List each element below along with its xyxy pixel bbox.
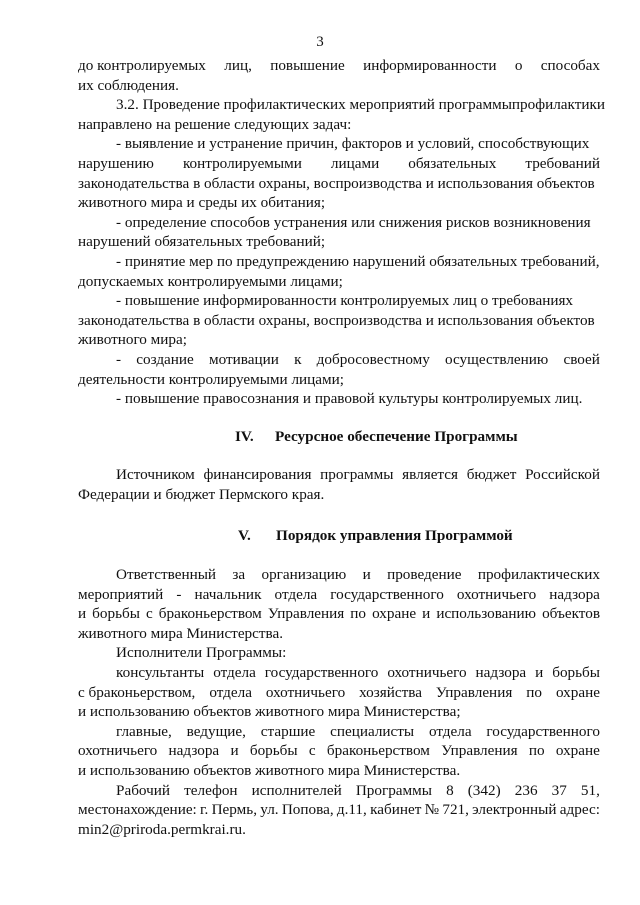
text-line: Федерации и бюджет Пермского края.: [78, 485, 325, 503]
word: организацию: [261, 566, 347, 583]
text-line: Исполнители Программы:: [116, 644, 287, 662]
word: 721,: [442, 801, 469, 819]
text-line: [78, 781, 600, 801]
text-line: - выявление и устранение причин, факторов и условий, способствующих: [116, 135, 590, 153]
word: добросовестному: [316, 350, 430, 368]
resources-section: [78, 465, 600, 504]
text-line: [78, 585, 600, 605]
text-line: [78, 565, 600, 585]
word: и: [362, 566, 371, 583]
word: Попова,: [281, 801, 334, 819]
word: надзора: [549, 585, 600, 603]
word: Ответственный: [116, 566, 217, 583]
word: исполнителей: [251, 781, 342, 799]
text-line: [78, 465, 600, 485]
word: телефон: [184, 781, 238, 799]
text-line: min2@priroda.permkrai.ru.: [78, 820, 246, 838]
word: и борьбы с браконьерством Управления по охране и использованию объектов: [78, 605, 600, 623]
word: кабинет: [370, 801, 422, 819]
word: браконьерством: [326, 742, 430, 760]
word: 37: [551, 781, 567, 799]
word: старшие: [260, 722, 316, 740]
word: ул.: [260, 801, 279, 819]
word: Рабочий: [116, 781, 171, 799]
word: и: [535, 663, 544, 681]
word: финансирования: [203, 466, 312, 483]
word: электронный: [472, 801, 557, 819]
word: №: [424, 801, 440, 819]
word: является: [402, 466, 458, 483]
word: государственного: [486, 722, 600, 740]
word: адрес:: [559, 801, 600, 819]
word: охране: [555, 683, 600, 701]
text-line: законодательства в области охраны, воспроизводства и использования объектов: [78, 311, 595, 329]
text-line: законодательства в области охраны, воспроизводства и использования объектов: [78, 174, 595, 192]
word: хозяйства: [359, 683, 422, 701]
section-iv-number: IV.: [235, 428, 254, 445]
word: профилактических: [477, 566, 600, 583]
word: -: [176, 585, 182, 603]
word: по: [526, 683, 542, 701]
text-line: [78, 56, 600, 76]
word: начальник: [194, 585, 262, 603]
word: и: [230, 742, 239, 760]
word: государственного: [264, 663, 379, 681]
word: главные,: [116, 722, 172, 740]
word: о: [514, 57, 523, 74]
word: требований: [525, 154, 600, 172]
word: осуществлению: [445, 350, 549, 368]
word: обязательных: [408, 154, 497, 172]
text-line: - определение способов устранения или снижения рисков возникновения: [116, 213, 591, 231]
word: способах: [540, 57, 600, 74]
word: своей: [563, 350, 600, 368]
word: отдела: [274, 585, 318, 603]
section-v-title: Порядок управления Программой: [276, 527, 513, 544]
text-line: - повышение правосознания и правовой культуры контролируемых лиц.: [116, 390, 583, 408]
word: борьбы: [249, 742, 298, 760]
word: Управления: [441, 742, 518, 760]
word: (342): [467, 781, 501, 799]
word: бюджет: [466, 466, 517, 483]
word: отдела: [428, 722, 472, 740]
word: -: [116, 350, 122, 368]
text-line: допускаемых контролируемыми лицами;: [78, 272, 343, 290]
section-iv-title: Ресурсное обеспечение Программы: [275, 428, 518, 445]
text-line: [78, 663, 600, 683]
text-line: животного мира;: [78, 331, 187, 349]
word: с: [308, 742, 316, 760]
text-line: животного мира Министерства.: [78, 624, 284, 642]
word: повышение: [270, 57, 345, 74]
word: д.11,: [336, 801, 367, 819]
text-line: и использованию объектов животного мира Министерства;: [78, 703, 461, 721]
word: охотничьего: [265, 683, 346, 701]
text-line: животного мира и среды их обитания;: [78, 194, 326, 212]
word: проведение: [387, 566, 462, 583]
word: нарушению: [78, 154, 154, 172]
text-line: и использованию объектов животного мира Министерства.: [78, 761, 461, 779]
word: охотничьего: [78, 742, 158, 760]
word: местонахождение:: [78, 801, 197, 819]
word: надзора: [475, 663, 527, 681]
word: к: [294, 350, 302, 368]
word: создание: [136, 350, 194, 368]
word: консультанты: [116, 663, 205, 681]
word: Пермь,: [211, 801, 258, 819]
word: Источником: [116, 466, 195, 483]
text-line: [78, 722, 600, 742]
page-number: 3: [316, 34, 324, 50]
word: ведущие,: [186, 722, 246, 740]
word: мотивации: [209, 350, 279, 368]
word: до контролируемых: [78, 57, 206, 74]
section-v-number: V.: [238, 527, 251, 544]
word: 8: [446, 781, 454, 799]
text-line: направлено на решение следующих задач:: [78, 115, 352, 133]
word: информированности: [363, 57, 497, 74]
text-line: деятельности контролируемыми лицами;: [78, 370, 344, 388]
tasks-section: [78, 56, 605, 409]
text-line: [78, 604, 600, 624]
text-line: нарушений обязательных требований;: [78, 233, 326, 251]
text-line: [78, 800, 600, 820]
word: охотничьего: [456, 585, 537, 603]
management-section: [78, 565, 600, 839]
word: специалисты: [330, 722, 415, 740]
word: Управления: [435, 683, 513, 701]
text-line: - повышение информированности контролируемых лиц о требованиях: [116, 292, 574, 310]
word: государственного: [330, 585, 444, 603]
word: 236: [514, 781, 538, 799]
word: Российской: [525, 466, 600, 483]
word: программы: [320, 466, 394, 483]
word: охране: [555, 742, 600, 760]
text-line: - принятие мер по предупреждению нарушений обязательных требований,: [116, 252, 600, 270]
word: отдела: [213, 663, 256, 681]
word: г.: [200, 801, 209, 819]
word: борьбы: [552, 663, 600, 681]
text-line: [78, 683, 600, 703]
word: 51,: [580, 781, 600, 799]
word: надзора: [168, 742, 220, 760]
word: с браконьерством,: [78, 683, 196, 701]
word: Программы: [355, 781, 432, 799]
text-line: [78, 350, 600, 370]
word: за: [232, 566, 246, 583]
word: мероприятий: [78, 585, 164, 603]
word: контролируемыми: [182, 154, 302, 172]
text-line: [78, 154, 600, 174]
text-line: их соблюдения.: [78, 76, 179, 94]
word: охотничьего: [387, 663, 467, 681]
word: лицами: [330, 154, 380, 172]
text-line: 3.2. Проведение профилактических мероприятий программыпрофилактики: [116, 96, 605, 114]
text-line: [78, 741, 600, 761]
word: по: [528, 742, 545, 760]
word: лиц,: [224, 57, 252, 74]
word: отдела: [209, 683, 252, 701]
